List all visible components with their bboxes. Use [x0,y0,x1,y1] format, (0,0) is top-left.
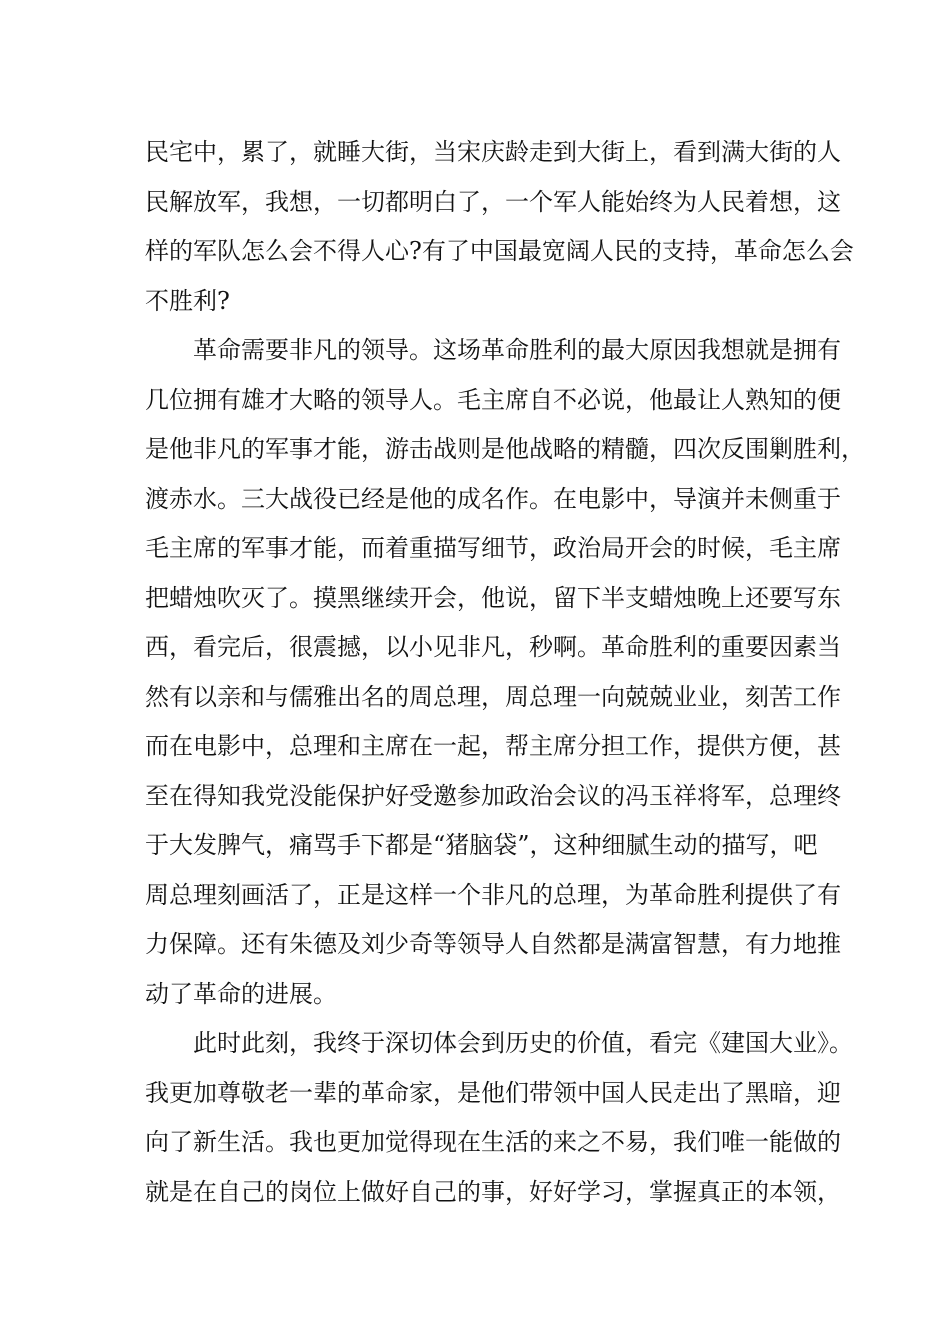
text-line: 民宅中，累了，就睡大街，当宋庆龄走到大街上，看到满大街的人 [145,138,841,166]
paragraph-3 [145,1019,853,1217]
text-line: 样的军队怎么会不得人心?有了中国最宽阔人民的支持，革命怎么会 [145,237,854,265]
text-line: 至在得知我党没能保护好受邀参加政治会议的冯玉祥将军，总理终 [145,781,841,810]
paragraph-2 [145,326,865,1019]
text-line: 是他非凡的军事才能，游击战则是他战略的精髓，四次反围剿胜利， [145,435,865,463]
text-line: 而在电影中，总理和主席在一起，帮主席分担工作，提供方便，甚 [145,732,841,760]
text-line: 革命需要非凡的领导。这场革命胜利的最大原因我想就是拥有 [193,336,841,364]
text-line: 力保障。还有朱德及刘少奇等领导人自然都是满富智慧，有力地推 [145,930,841,958]
text-line: 向了新生活。我也更加觉得现在生活的来之不易，我们唯一能做的 [145,1128,841,1156]
text-line: 此时此刻，我终于深切体会到历史的价值，看完《建国大业》。 [193,1029,853,1057]
text-line: 动了革命的进展。 [145,979,337,1008]
text-line: 西，看完后，很震撼，以小见非凡，秒啊。革命胜利的重要因素当 [145,633,841,661]
text-line: 于大发脾气，痛骂手下都是“猪脑袋”，这种细腻生动的描写，吧 [145,831,818,859]
text-line: 把蜡烛吹灭了。摸黑继续开会，他说，留下半支蜡烛晚上还要写东 [145,583,841,612]
text-line: 然有以亲和与儒雅出名的周总理，周总理一向兢兢业业，刻苦工作 [145,682,841,711]
paragraph-1 [145,128,854,326]
document-body [145,128,865,1217]
text-line: 不胜利? [145,286,230,315]
text-line: 我更加尊敬老一辈的革命家，是他们带领中国人民走出了黑暗，迎 [145,1078,841,1107]
text-line: 周总理刻画活了，正是这样一个非凡的总理，为革命胜利提供了有 [145,880,841,909]
text-line: 渡赤水。三大战役已经是他的成名作。在电影中，导演并未侧重于 [145,484,841,513]
text-line: 几位拥有雄才大略的领导人。毛主席自不必说，他最让人熟知的便 [145,385,841,414]
text-line: 民解放军，我想，一切都明白了，一个军人能始终为人民着想，这 [145,187,841,216]
text-line: 毛主席的军事才能，而着重描写细节，政治局开会的时候，毛主席 [145,534,841,562]
text-line: 就是在自己的岗位上做好自己的事，好好学习，掌握真正的本领， [145,1177,841,1206]
